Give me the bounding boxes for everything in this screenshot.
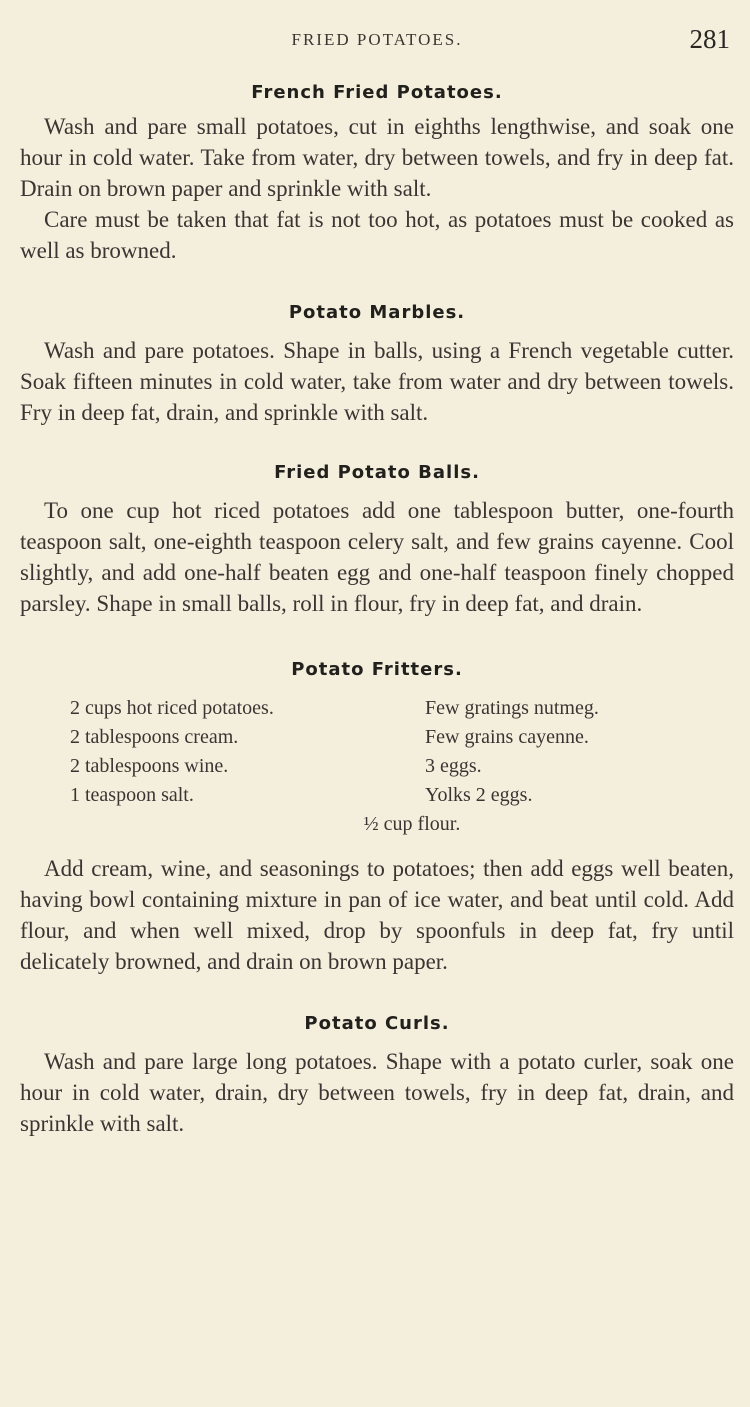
recipe-paragraph: Wash and pare potatoes. Shape in balls, using a French vegetable cutter. Soak fifteen minutes in cold water, take from water and dry between towels. Fry in deep fat, drain, and sprinkle with salt. <box>20 338 734 425</box>
ingredient-item: Yolks 2 eggs. <box>425 784 533 806</box>
ingredient-item-center: ½ cup flour. <box>363 813 461 835</box>
ingredient-item: 2 cups hot riced potatoes. <box>70 697 274 719</box>
recipe-title: Potato Curls. <box>304 1013 450 1034</box>
ingredient-item: 2 tablespoons cream. <box>70 726 239 748</box>
ingredient-list <box>70 694 734 810</box>
page-number: 281 <box>689 24 730 54</box>
ingredient-item: Few gratings nutmeg. <box>425 697 599 719</box>
running-head: FRIED POTATOES. <box>291 30 463 49</box>
recipe-potato-fritters <box>20 659 734 977</box>
ingredient-item: 1 teaspoon salt. <box>70 784 194 806</box>
ingredient-item: Few grains cayenne. <box>425 726 589 748</box>
recipe-potato-curls <box>20 1013 734 1139</box>
page-header <box>20 22 734 62</box>
recipe-paragraph: Care must be taken that fat is not too hot, as potatoes must be cooked as well as browned. <box>20 207 734 263</box>
recipe-paragraph: Wash and pare small potatoes, cut in eighths lengthwise, and soak one hour in cold water. Take from water, dry between towels, and fry in deep fat. Drain on brown paper and sprinkle with salt. <box>20 114 734 201</box>
recipe-french-fried-potatoes <box>20 82 734 266</box>
recipe-paragraph: Wash and pare large long potatoes. Shape with a potato curler, soak one hour in cold water, drain, dry between towels, fry in deep fat, drain, and sprinkle with salt. <box>20 1049 734 1136</box>
recipe-title: Potato Marbles. <box>288 302 466 323</box>
recipe-fried-potato-balls <box>20 462 734 619</box>
recipe-paragraph: To one cup hot riced potatoes add one tablespoon butter, one-fourth teaspoon salt, one-eighth teaspoon celery salt, and few grains cayenne. Cool slightly, and add one-half beaten egg and one-half teaspoon finely chopped parsley. Shape in small balls, roll in flour, fry in deep fat, and drain. <box>20 498 734 616</box>
ingredient-column-right <box>425 694 599 810</box>
ingredient-item: 3 eggs. <box>425 755 482 777</box>
ingredient-column-left <box>70 694 425 810</box>
recipe-title: French Fried Potatoes. <box>251 82 503 103</box>
recipe-potato-marbles <box>20 302 734 428</box>
recipe-title: Potato Fritters. <box>291 659 463 680</box>
ingredient-item: 2 tablespoons wine. <box>70 755 229 777</box>
recipe-title: Fried Potato Balls. <box>274 462 480 483</box>
recipe-paragraph: Add cream, wine, and seasonings to potatoes; then add eggs well beaten, having bowl containing mixture in pan of ice water, and beat until cold. Add flour, and when well mixed, drop by spoonfuls in deep fat, fry until delicately browned, and drain on brown paper. <box>20 856 734 974</box>
